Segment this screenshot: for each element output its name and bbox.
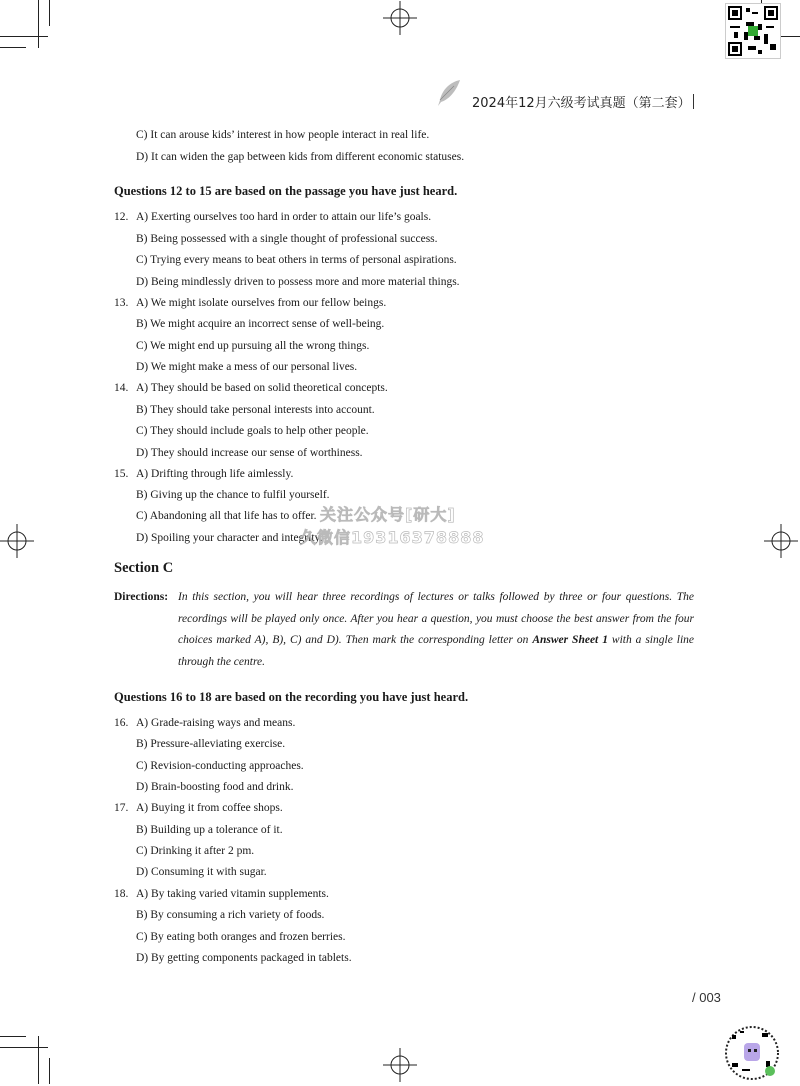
- crop-mark: [49, 0, 50, 26]
- option-line: D) We might make a mess of our personal lives.: [136, 361, 358, 373]
- crop-mark: [49, 1058, 50, 1084]
- option-line: D) Being mindlessly driven to possess more and more material things.: [136, 276, 460, 288]
- option-line: B) They should take personal interests into account.: [136, 404, 375, 416]
- option-line: D) It can widen the gap between kids from different economic statuses.: [136, 151, 465, 163]
- option-line: B) Building up a tolerance of it.: [136, 824, 283, 836]
- watermark-line: 关注公众号[研大]: [320, 505, 456, 524]
- header-title: 2024年12月六级考试真题（第二套）: [472, 96, 691, 111]
- option-line: A) Grade-raising ways and means.: [136, 717, 296, 729]
- option-line: A) By taking varied vitamin supplements.: [136, 888, 329, 900]
- directions-text: In this section, you will hear three recordings of lectures or talks followed by three or four questions. The recordings will be played only once. After you hear a question, you must choose the best answer from the four choices marked A), B), C) and D). Then mark the corresponding letter on Answer Sheet 1 with a single line through the centre.: [178, 591, 694, 668]
- option-line: C) By eating both oranges and frozen berries.: [136, 931, 346, 943]
- question-number: 16.: [114, 717, 129, 729]
- question-number: 13.: [114, 297, 129, 309]
- option-line: C) Revision-conducting approaches.: [136, 760, 304, 772]
- question-number: 12.: [114, 211, 129, 223]
- header-divider: [693, 94, 694, 109]
- crop-mark: [0, 47, 26, 48]
- question-number: 17.: [114, 802, 129, 814]
- answer-sheet-emphasis: Answer Sheet 1: [532, 634, 608, 646]
- question-number: 14.: [114, 382, 129, 394]
- option-line: A) They should be based on solid theoretical concepts.: [136, 382, 388, 394]
- option-line: C) Trying every means to beat others in terms of personal aspirations.: [136, 254, 457, 266]
- option-line: B) By consuming a rich variety of foods.: [136, 909, 325, 921]
- option-line: B) Giving up the chance to fulfil yourself.: [136, 489, 330, 501]
- option-line: B) Being possessed with a single thought of professional success.: [136, 233, 438, 245]
- crop-mark: [0, 1047, 48, 1048]
- qr-code: [724, 1025, 780, 1081]
- question-group-heading: Questions 16 to 18 are based on the recording you have just heard.: [114, 690, 469, 704]
- option-line: D) By getting components packaged in tablets.: [136, 952, 352, 964]
- quill-icon: [434, 78, 464, 113]
- option-line: D) Consuming it with sugar.: [136, 866, 267, 878]
- crop-mark: [0, 36, 48, 37]
- registration-mark: [764, 524, 798, 558]
- option-line: A) Drifting through life aimlessly.: [136, 468, 294, 480]
- option-line: C) Drinking it after 2 pm.: [136, 845, 255, 857]
- option-line: D) Spoiling your character and integrity.: [136, 532, 323, 544]
- watermark-line: 久微信19316378888: [300, 528, 485, 547]
- option-line: B) We might acquire an incorrect sense of well-being.: [136, 318, 385, 330]
- option-line: C) We might end up pursuing all the wrong things.: [136, 340, 370, 352]
- crop-mark: [38, 0, 39, 48]
- registration-mark: [383, 1, 417, 35]
- crop-mark: [0, 1036, 26, 1037]
- option-line: A) Buying it from coffee shops.: [136, 802, 283, 814]
- section-title: Section C: [114, 560, 174, 576]
- page-number: / 003: [692, 990, 721, 1005]
- crop-mark: [38, 1036, 39, 1084]
- option-line: A) We might isolate ourselves from our fellow beings.: [136, 297, 387, 309]
- registration-mark: [383, 1048, 417, 1082]
- question-group-heading: Questions 12 to 15 are based on the passage you have just heard.: [114, 184, 458, 198]
- option-line: D) Brain-boosting food and drink.: [136, 781, 294, 793]
- question-number: 18.: [114, 888, 129, 900]
- option-line: D) They should increase our sense of worthiness.: [136, 447, 363, 459]
- directions-label: Directions:: [114, 591, 169, 603]
- registration-mark: [0, 524, 34, 558]
- question-number: 15.: [114, 468, 129, 480]
- qr-code: [725, 3, 781, 59]
- option-line: B) Pressure-alleviating exercise.: [136, 738, 286, 750]
- option-line: C) It can arouse kids’ interest in how people interact in real life.: [136, 129, 430, 141]
- option-line: A) Exerting ourselves too hard in order to attain our life’s goals.: [136, 211, 432, 223]
- option-line: C) They should include goals to help other people.: [136, 425, 369, 437]
- option-line: C) Abandoning all that life has to offer.: [136, 510, 317, 522]
